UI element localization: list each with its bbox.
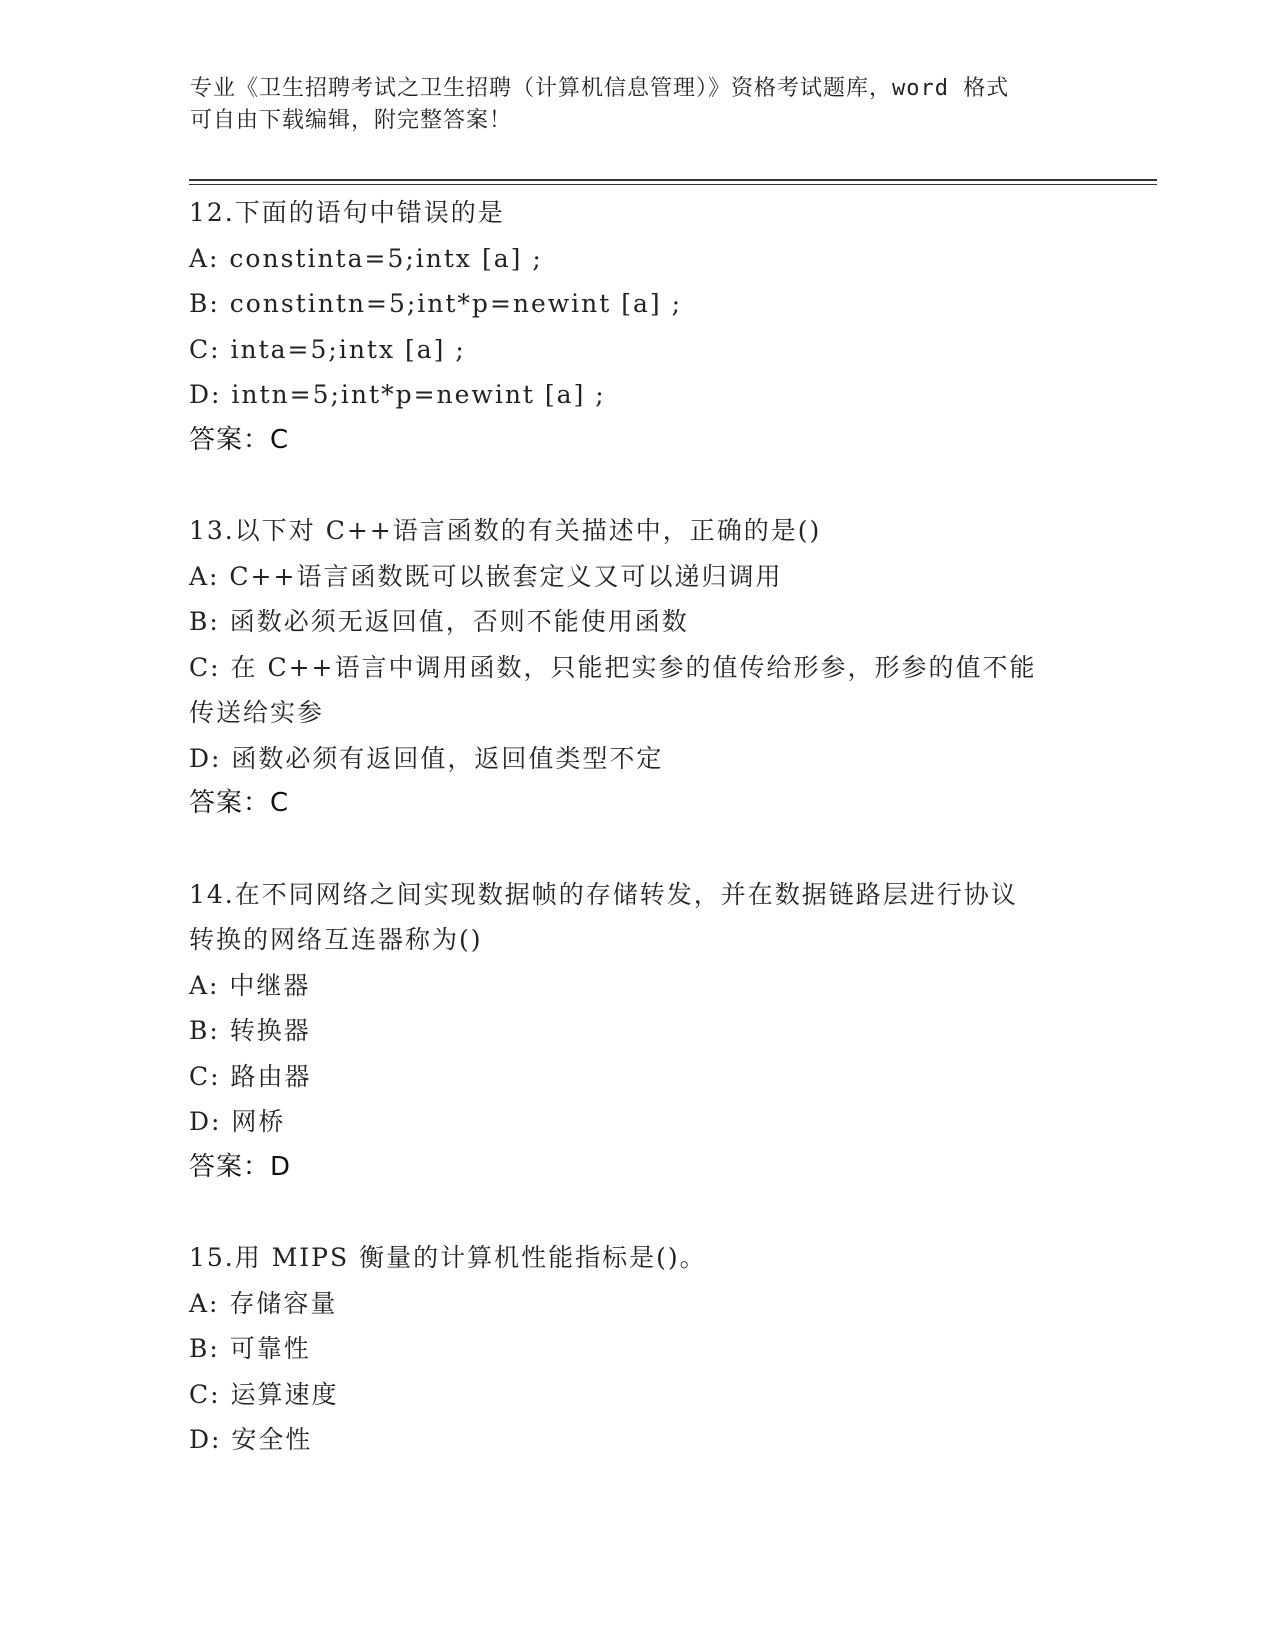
option-a: A: constinta=5;intx [a] ; [189, 243, 543, 273]
answer-label: 答案：C [189, 788, 290, 818]
answer-label: 答案：C [189, 424, 290, 455]
option-d: D: 网桥 [189, 1107, 286, 1136]
question-list [189, 190, 1089, 1508]
option-c: C: 在 C++语言中调用函数，只能把实参的值传给形参，形参的值不能 [189, 652, 1037, 682]
header-line-2: 可自由下载编辑，附完整答案！ [190, 108, 513, 133]
header-line-1: 专业《卫生招聘考试之卫生招聘（计算机信息管理）》资格考试题库，word 格式 [190, 76, 1010, 101]
option-c: C: 运算速度 [189, 1379, 339, 1409]
question-stem: 12.下面的语句中错误的是 [189, 198, 505, 227]
option-c-continuation: 传送给实参 [189, 698, 325, 727]
option-d: D: 函数必须有返回值，返回值类型不定 [189, 743, 664, 773]
question-12 [189, 190, 1089, 463]
document-header [190, 73, 1090, 137]
answer-label: 答案：D [189, 1151, 292, 1182]
option-c: C: 路由器 [189, 1061, 312, 1091]
option-c: C: inta=5;intx [a] ; [189, 334, 466, 364]
question-14 [189, 872, 1089, 1191]
question-stem-continuation: 转换的网络互连器称为() [189, 925, 483, 954]
question-13 [189, 508, 1089, 827]
header-divider-bottom [189, 184, 1157, 185]
option-d: D: intn=5;int*p=newint [a] ; [189, 380, 606, 409]
question-15 [189, 1235, 1089, 1463]
question-stem: 15.用 MIPS 衡量的计算机性能指标是()。 [189, 1243, 707, 1272]
option-b: B: 函数必须无返回值，否则不能使用函数 [189, 607, 689, 636]
option-d: D: 安全性 [189, 1425, 313, 1454]
option-b: B: constintn=5;int*p=newint [a] ; [189, 289, 683, 318]
header-divider-top [189, 179, 1157, 181]
option-a: A: C++语言函数既可以嵌套定义又可以递归调用 [189, 561, 783, 591]
option-b: B: 可靠性 [189, 1334, 311, 1363]
question-stem: 14.在不同网络之间实现数据帧的存储转发，并在数据链路层进行协议 [189, 879, 1018, 909]
option-a: A: 中继器 [189, 970, 311, 1000]
question-stem: 13.以下对 C++语言函数的有关描述中，正确的是() [189, 516, 822, 545]
option-b: B: 转换器 [189, 1016, 311, 1045]
option-a: A: 存储容量 [189, 1288, 338, 1318]
